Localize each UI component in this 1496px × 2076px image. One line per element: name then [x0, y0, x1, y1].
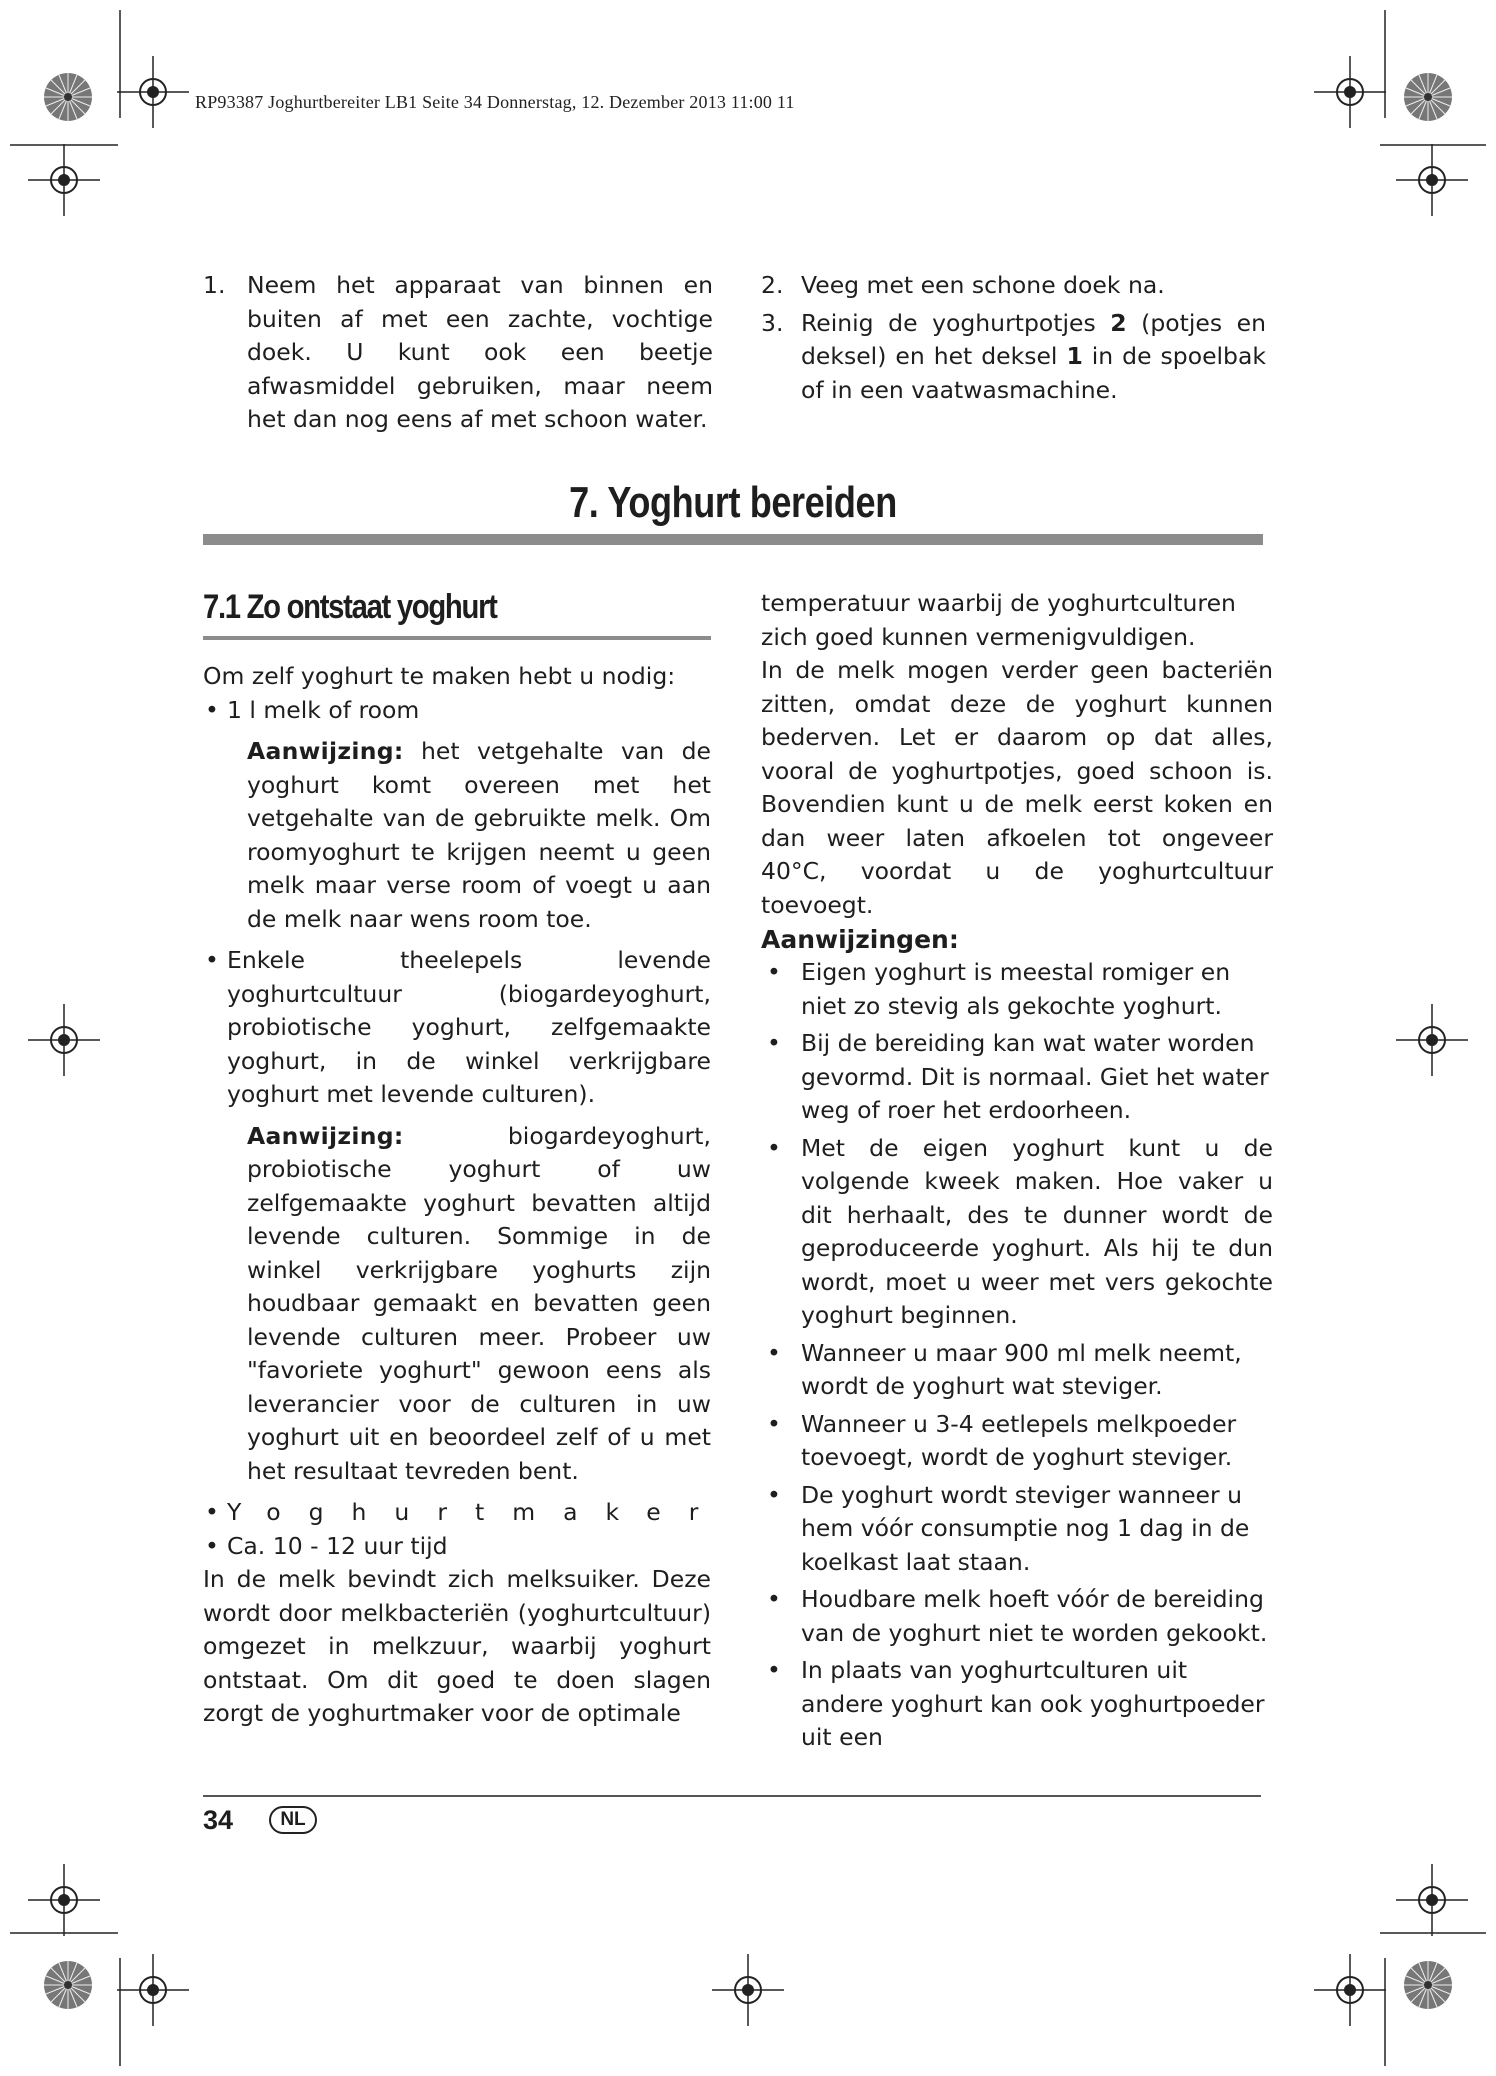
- top-right-column: [761, 269, 1266, 411]
- step-text-part: (potjes en deksel) en het deksel: [801, 308, 1266, 370]
- cleaning-steps-left: [203, 269, 713, 437]
- note-label: Aanwijzing:: [247, 1121, 404, 1150]
- continuation-text: temperatuur waarbij de yoghurtculturen zich goed kunnen vermenigvuldigen.: [761, 589, 1236, 651]
- step-number: 3.: [761, 308, 784, 337]
- top-left-column: [203, 269, 713, 437]
- step-number: 2.: [761, 271, 784, 299]
- section-title: 7.1 Zo ontstaat yoghurt: [203, 588, 497, 626]
- tip-item: • In plaats van yoghurtculturen uit andere yoghurt kan ook yoghurtpoeder uit een: [761, 1654, 1273, 1755]
- main-left-column: [203, 660, 727, 1731]
- part-reference: 1: [1066, 342, 1083, 370]
- color-star-icon: [44, 73, 92, 121]
- ingredient-item: • 1 l melk of room: [203, 694, 711, 728]
- part-reference: 2: [1110, 308, 1127, 337]
- tip-item: • Wanneer u 3-4 eetlepels melkpoeder toevoegt, wordt de yoghurt steviger.: [761, 1408, 1273, 1475]
- note-text: biogardeyoghurt, probiotische yoghurt of uw zelfgemaakte yoghurt bevatten altijd levende culturen. Sommige in de winkel verkrijgbare yoghurts zijn houdbaar gemaakt en bevatten geen levende culturen meer. Probeer uw "favoriete yoghurt" gewoon eens als leverancier voor de culturen in uw yoghurt uit en beoordeel zelf of u met het resultaat tevreden bent.: [247, 1121, 711, 1485]
- registration-mark-icon: [1314, 1954, 1386, 2026]
- registration-mark-icon: [1396, 1864, 1468, 1936]
- step-item: [761, 269, 1266, 303]
- registration-mark-icon: [117, 56, 189, 128]
- step-item: [761, 307, 1266, 408]
- ingredient-item: • Ca. 10 - 12 uur tijd: [203, 1530, 711, 1564]
- registration-mark-icon: [28, 1864, 100, 1936]
- print-header: RP93387 Joghurtbereiter LB1 Seite 34 Donnerstag, 12. Dezember 2013 11:00 11: [195, 92, 795, 112]
- tip-item: • Met de eigen yoghurt kunt u de volgende kweek maken. Hoe vaker u dit herhaalt, des te dunner wordt de geproduceerde yoghurt. Als hij te dun wordt, moet u weer met vers gekochte yoghurt beginnen.: [761, 1132, 1273, 1333]
- note-text: het vetgehalte van de yoghurt komt overeen met het vetgehalte van de gebruikte melk. Om roomyoghurt te krijgen neemt u geen melk maar verse room of voegt u aan de melk naar wens room toe.: [247, 737, 711, 933]
- registration-mark-icon: [1396, 1004, 1468, 1076]
- step-text: Veeg met een schone doek na.: [801, 271, 1165, 299]
- step-text-part: in de spoelbak of in een vaatwasmachine.: [801, 342, 1266, 404]
- chapter-title: 7. Yoghurt bereiden: [569, 478, 897, 527]
- note-label: Aanwijzing:: [247, 737, 404, 765]
- step-text: Neem het apparaat van binnen en buiten af met een zachte, vochtige doek. U kunt ook een beetje afwasmiddel gebruiken, maar neem het dan nog eens af met schoon water.: [247, 271, 713, 433]
- footer-rule: [203, 1795, 1261, 1797]
- note-block: [247, 735, 711, 936]
- registration-mark-icon: [1314, 56, 1386, 128]
- cleaning-steps-right: [761, 269, 1266, 407]
- step-item: [203, 269, 713, 437]
- section-rule: [203, 636, 711, 640]
- step-text-part: Reinig de yoghurtpotjes: [801, 308, 1111, 337]
- tip-item: • Bij de bereiding kan wat water worden gevormd. Dit is normaal. Giet het water weg of roer het erdoorheen.: [761, 1027, 1273, 1128]
- registration-mark-icon: [712, 1954, 784, 2026]
- registration-mark-icon: [117, 1954, 189, 2026]
- tip-item: • Houdbare melk hoeft vóór de bereiding van de yoghurt niet te worden gekookt.: [761, 1583, 1273, 1650]
- ingredient-item: • Yoghurtmaker: [203, 1496, 711, 1530]
- step-number: 1.: [203, 271, 226, 299]
- color-star-icon: [1404, 73, 1452, 121]
- language-badge: NL: [269, 1806, 317, 1834]
- tip-item: • De yoghurt wordt steviger wanneer u hem vóór consumptie nog 1 dag in de koelkast laat staan.: [761, 1479, 1273, 1580]
- color-star-icon: [44, 1961, 92, 2009]
- main-right-column: [761, 587, 1273, 1759]
- tip-item: • Eigen yoghurt is meestal romiger en niet zo stevig als gekochte yoghurt.: [761, 956, 1273, 1023]
- page-number: 34: [203, 1805, 234, 1835]
- color-star-icon: [1404, 1961, 1452, 2009]
- note-block: [247, 1120, 711, 1489]
- notes-heading: Aanwijzingen:: [761, 925, 959, 954]
- closing-paragraph: In de melk bevindt zich melksuiker. Deze wordt door melkbacteriën (yoghurtcultuur) omgezet in melkzuur, waarbij yoghurt ontstaat. Om dit goed te doen slagen zorgt de yoghurtmaker voor de optimale: [203, 1565, 711, 1727]
- chapter-rule: [203, 534, 1263, 545]
- registration-mark-icon: [28, 144, 100, 216]
- registration-mark-icon: [1396, 144, 1468, 216]
- hygiene-paragraph: In de melk mogen verder geen bacteriën zitten, omdat deze de yoghurt kunnen bederven. Let er daarom op dat alles, vooral de yoghurtpotjes, goed schoon is. Bovendien kunt u de melk eerst koken en dan weer laten afkoelen tot ongeveer 40°C, voordat u de yoghurtcultuur toevoegt.: [761, 656, 1273, 919]
- intro-text: Om zelf yoghurt te maken hebt u nodig:: [203, 662, 676, 690]
- ingredient-item: • Enkele theelepels levende yoghurtcultuur (biogardeyoghurt, probiotische yoghurt, zelfgemaakte yoghurt, in de winkel verkrijgbare yoghurt met levende culturen).: [203, 944, 711, 1112]
- registration-mark-icon: [28, 1004, 100, 1076]
- tip-item: • Wanneer u maar 900 ml melk neemt, wordt de yoghurt wat steviger.: [761, 1337, 1273, 1404]
